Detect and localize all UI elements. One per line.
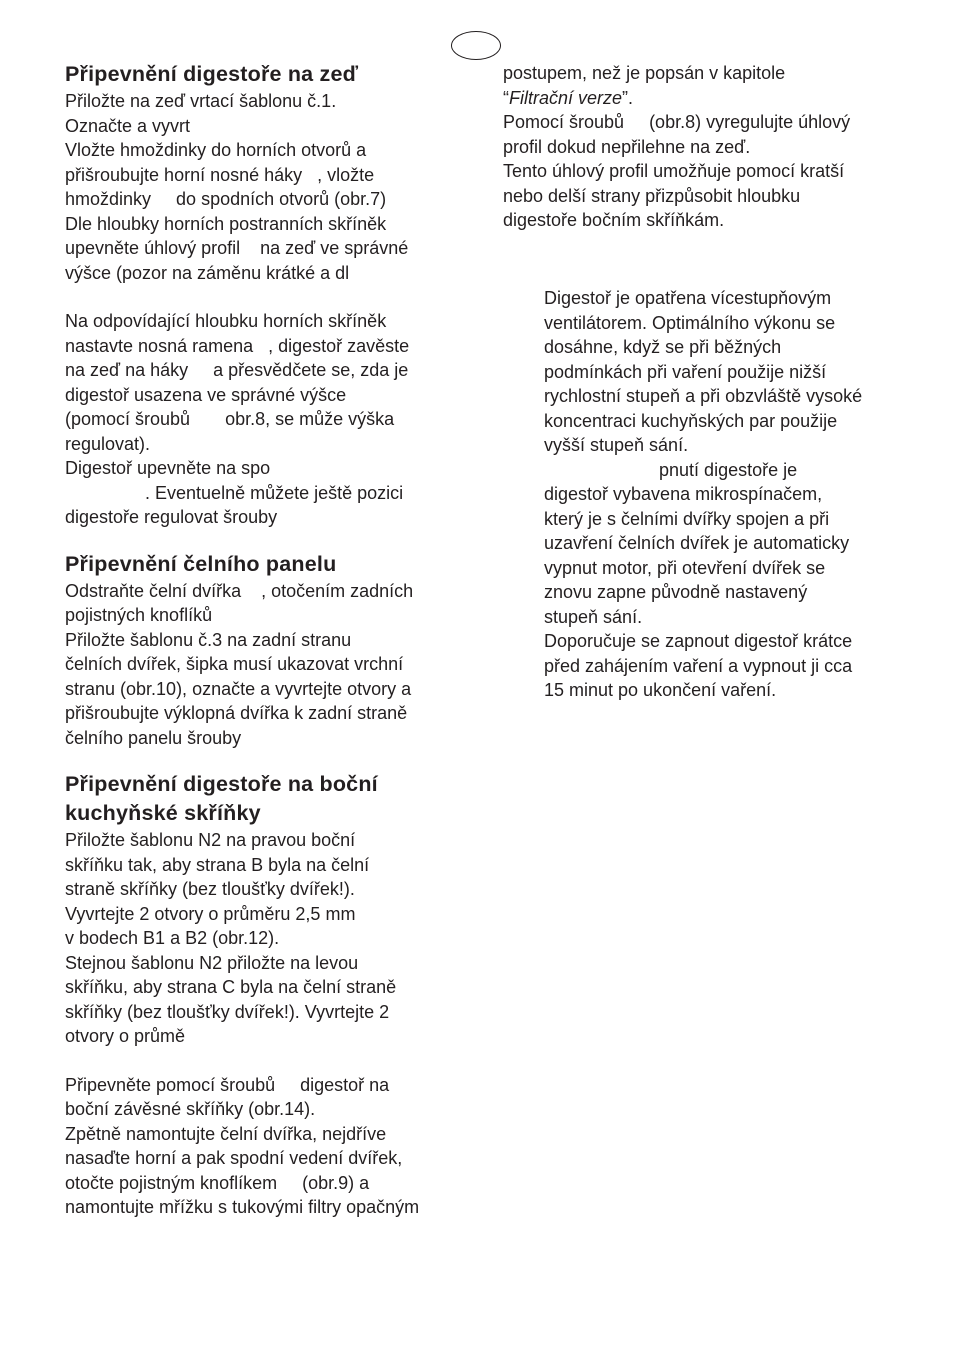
text-line: vypnut motor, při otevření dvířek se [544, 557, 826, 578]
text-line: ventilátorem. Optimálního výkonu se [544, 312, 836, 333]
text-line: čelních dvířek, šipka musí ukazovat vrchní [65, 654, 404, 674]
quote-open: “ [503, 87, 509, 108]
text-line: otvory o průmě [65, 1026, 186, 1046]
text-line: nebo delší strany přizpůsobit hloubku [503, 185, 801, 206]
text-line: rychlostní stupeň a při obzvláště vysoké [544, 386, 863, 406]
text-line: Přiložte šablonu N2 na pravou boční [65, 830, 356, 850]
text-line: čelního panelu šrouby [65, 727, 242, 748]
heading-wall-mount: Připevnění digestoře na zeď [65, 62, 359, 86]
text-line: regulovat). [65, 433, 151, 454]
language-badge-oval [451, 31, 501, 60]
filtration-version-reference: Filtrační verze [509, 87, 623, 108]
text-line: přišroubujte výklopná dvířka k zadní straně [65, 703, 408, 723]
text-line: digestoře bočním skříňkám. [503, 210, 725, 230]
heading-side-cabinets [65, 770, 451, 828]
right-top-line-1: postupem, než je popsán v kapitole [503, 63, 786, 83]
text-line: Označte a vyvrt [65, 115, 191, 136]
text-line: Doporučuje se zapnout digestoř krátce [544, 631, 853, 651]
text-line: přišroubujte horní nosné háky , vložte [65, 164, 375, 185]
heading-side-cabinets-line2: kuchyňské skříňky [65, 801, 261, 825]
text-line: profil dokud nepřilehne na zeď. [503, 136, 751, 157]
fan-operation-text [544, 286, 889, 703]
text-line: digestoř vybavena mikrospínačem, [544, 484, 823, 504]
text-line: nasaďte horní a pak spodní vedení dvířek, [65, 1148, 403, 1168]
text-line: boční závěsné skříňky (obr.14). [65, 1099, 316, 1119]
right-top-text [503, 110, 889, 233]
text-line: Přiložte na zeď vrtací šablonu č.1. [65, 91, 337, 111]
wall-mount-text-2 [65, 309, 451, 530]
text-line: podmínkách při vaření použije nižší [544, 361, 827, 382]
side-cabinets-text [65, 828, 451, 1049]
text-line: otočte pojistným knoflíkem (obr.9) a [65, 1172, 370, 1193]
text-line: hmoždinky do spodních otvorů (obr.7) [65, 189, 387, 209]
text-line: skříňku tak, aby strana B byla na čelní [65, 854, 370, 875]
text-line: digestoř usazena ve správné výšce [65, 384, 347, 405]
text-line: v bodech B1 a B2 (obr.12). [65, 928, 280, 948]
text-line: výšce (pozor na záměnu krátké a dl [65, 262, 350, 283]
text-line: skříňky (bez tloušťky dvířek!). Vyvrtejte 2 [65, 1001, 390, 1022]
heading-side-cabinets-line1: Připevnění digestoře na boční [65, 772, 378, 796]
text-line: namontujte mřížku s tukovými filtry opačným [65, 1197, 420, 1217]
text-line: Připevněte pomocí šroubů digestoř na [65, 1074, 390, 1095]
text-line: nastavte nosná ramena , digestoř zavěste [65, 335, 410, 356]
text-line: (pomocí šroubů obr.8, se může výška [65, 409, 395, 429]
text-line: Pomocí šroubů (obr.8) vyregulujte úhlový [503, 112, 851, 132]
text-line: skříňku, aby strana C byla na čelní straně [65, 977, 397, 997]
text-line: znovu zapne původně nastavený [544, 582, 808, 602]
text-line: Na odpovídající hloubku horních skříněk [65, 311, 387, 331]
right-column-bottom [544, 286, 889, 703]
text-line: pojistných knoflíků [65, 605, 213, 625]
right-top-line-2 [503, 86, 889, 111]
text-line: Vložte hmoždinky do horních otvorů a [65, 140, 367, 160]
text-line: Zpětně namontujte čelní dvířka, nejdříve [65, 1123, 387, 1144]
side-cabinets-text-2 [65, 1073, 451, 1220]
text-line: před zahájením vaření a vypnout ji cca [544, 655, 853, 676]
wall-mount-text [65, 89, 451, 285]
text-line: Stejnou šablonu N2 přiložte na levou [65, 952, 359, 973]
text-line: Odstraňte čelní dvířka , otočením zadních [65, 580, 414, 601]
right-column-top [503, 61, 889, 233]
text-line: koncentraci kuchyňských par použije [544, 410, 838, 431]
front-panel-text [65, 579, 451, 751]
left-column [65, 60, 451, 1220]
text-line: Tento úhlový profil umožňuje pomocí kratší [503, 161, 845, 181]
quote-close: ”. [622, 87, 634, 108]
text-line: na zeď na háky a přesvědčete se, zda je [65, 360, 409, 380]
text-line: digestoře regulovat šrouby [65, 507, 278, 527]
text-line: uzavření čelních dvířek je automaticky [544, 533, 850, 553]
text-line: dosáhne, když se při běžných [544, 337, 782, 357]
text-line: . Eventuelně můžete ještě pozici [65, 482, 404, 503]
text-line: stupeň sání. [544, 606, 643, 627]
text-line: upevněte úhlový profil na zeď ve správné [65, 238, 409, 258]
text-line: Vyvrtejte 2 otvory o průměru 2,5 mm [65, 903, 356, 924]
text-line: straně skříňky (bez tloušťky dvířek!). [65, 879, 355, 899]
text-line: Digestoř upevněte na spo [65, 458, 271, 478]
text-line: 15 minut po ukončení vaření. [544, 680, 777, 700]
heading-front-panel: Připevnění čelního panelu [65, 551, 337, 576]
text-line: stranu (obr.10), označte a vyvrtejte otvory a [65, 678, 412, 699]
text-line: Digestoř je opatřena vícestupňovým [544, 288, 832, 308]
text-line: který je s čelními dvířky spojen a při [544, 508, 830, 529]
text-line: Přiložte šablonu č.3 na zadní stranu [65, 629, 352, 650]
text-line: vyšší stupeň sání. [544, 435, 689, 455]
text-line: pnutí digestoře je [544, 459, 798, 480]
text-line: Dle hloubky horních postranních skříněk [65, 213, 387, 234]
